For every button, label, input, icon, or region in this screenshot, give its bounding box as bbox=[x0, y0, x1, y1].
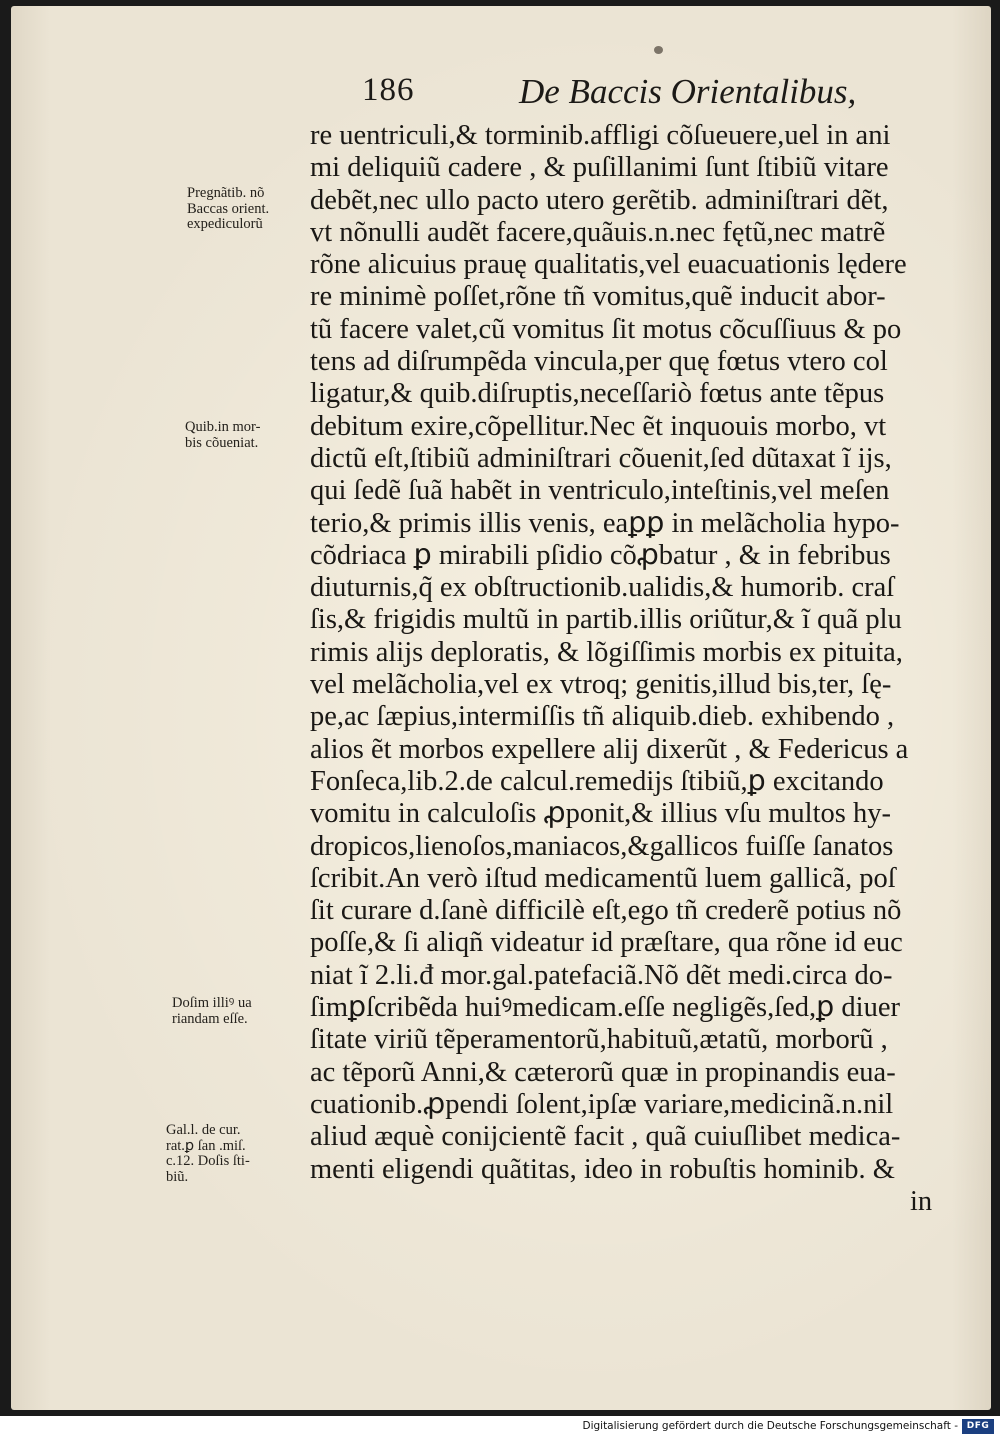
text-line: vomitu in calculoſis ꝓponit,& illius vſu multos hy- bbox=[310, 798, 891, 830]
margin-note-galen bbox=[166, 1123, 250, 1185]
margin-note-line: Quib.in mor- bbox=[185, 419, 261, 435]
text-line: re uentriculi,& torminib.affligi cõſueuere,uel in ani bbox=[310, 120, 891, 151]
margin-note-diseases bbox=[185, 420, 260, 451]
text-line: ſimꝑſcribẽda huiꝰmedicam.eſſe negligẽs,ſed,ꝑ diuer bbox=[310, 992, 900, 1024]
text-line: mi deliquiũ cadere , & puſillanimi ſunt ſtibiũ vitare bbox=[310, 152, 889, 184]
text-line: rimis alijs deploratis, & lõgiſſimis morbis ex pituita, bbox=[310, 636, 903, 668]
page-number: 186 bbox=[362, 72, 415, 108]
text-line: vt nõnulli audẽt facere,quãuis.n.nec fętũ,nec matrẽ bbox=[310, 216, 886, 248]
text-line: terio,& primis illis venis, eaꝑꝑ in melãcholia hypo- bbox=[310, 507, 900, 539]
text-line: diuturnis,q̃ ex obſtructionib.ualidis,& humorib. craſ bbox=[310, 572, 895, 604]
body-text bbox=[310, 120, 990, 1218]
text-line: in bbox=[910, 1185, 933, 1217]
margin-note-dose bbox=[172, 996, 252, 1027]
margin-note-line: Pregnãtib. nõ bbox=[187, 185, 265, 201]
text-line: Fonſeca,lib.2.de calcul.remedijs ſtibiũ,ꝑ excitando bbox=[310, 765, 884, 797]
text-line: ſit curare d.ſanè difficilè eſt,ego tñ crederẽ potius nõ bbox=[310, 895, 902, 927]
margin-note-line: biũ. bbox=[166, 1168, 189, 1185]
text-line: ſis,& frigidis multũ in partib.illis oriũtur,& ĩ quã plu bbox=[310, 604, 902, 636]
text-line: cuationib.ꝓpendi ſolent,ipſæ variare,medicinã.n.nil bbox=[310, 1088, 894, 1120]
text-line: aliud æquè conijcientẽ facit , quã cuiuſlibet medica- bbox=[310, 1121, 901, 1153]
text-line: ac tẽporũ Anni,& cæterorũ quæ in propinandis eua- bbox=[310, 1056, 896, 1088]
text-line: ſcribit.An verò iſtud medicamentũ luem gallicã, poſ bbox=[310, 862, 896, 894]
digitization-footer bbox=[0, 1416, 1000, 1439]
margin-note-line: Doſim illiꝰ ua bbox=[172, 995, 252, 1011]
text-line: tens ad diſrumpẽda vincula,per quę fœtus vtero col bbox=[310, 346, 888, 378]
running-title: De Baccis Orientalibus, bbox=[519, 72, 857, 111]
page-header bbox=[362, 72, 857, 122]
text-line: dictũ eſt,ſtibiũ adminiſtrari cõuenit,ſed dũtaxat ĩ ijs, bbox=[310, 442, 892, 474]
text-line: pe,ac ſæpius,intermiſſis tñ aliquib.dieb. exhibendo , bbox=[310, 701, 895, 733]
margin-note-line: c.12. Doſis ſti- bbox=[166, 1153, 250, 1169]
margin-note-line: expediculorũ bbox=[187, 216, 263, 232]
text-line: poſſe,& ſi aliqñ videatur id præſtare, qua rõne id euc bbox=[310, 927, 903, 959]
text-line: niat ĩ 2.li.đ mor.gal.patefaciã.Nõ dẽt medi.circa do- bbox=[310, 959, 893, 991]
text-line: menti eligendi quãtitas, ideo in robuſtis hominib. & bbox=[310, 1153, 895, 1185]
text-line: debitum exire,cõpellitur.Nec ẽt inquouis morbo, vt bbox=[310, 410, 887, 442]
margin-note-line: rat.ꝑ ſan .miſ. bbox=[166, 1137, 246, 1154]
ink-spot bbox=[654, 46, 663, 54]
margin-note-line: Baccas orient. bbox=[187, 200, 270, 217]
text-line: ſitate viriũ tẽperamentorũ,habituũ,ætatũ, morborũ , bbox=[310, 1024, 888, 1056]
text-line: re minimè poſſet,rõne tñ vomitus,quẽ inducit abor- bbox=[310, 281, 886, 313]
margin-note-line: riandam eſſe. bbox=[172, 1010, 248, 1027]
text-line: ligatur,& quib.diſruptis,neceſſariò fœtus ante tẽpus bbox=[310, 378, 885, 410]
text-line: dropicos,lienoſos,maniacos,&gallicos fuiſſe ſanatos bbox=[310, 830, 894, 862]
dfg-logo-icon: DFG bbox=[962, 1419, 994, 1434]
text-line: qui ſedẽ ſuã habẽt in ventriculo,inteſtinis,vel meſen bbox=[310, 475, 890, 507]
margin-note-line: Gal.l. de cur. bbox=[166, 1122, 241, 1138]
funding-credit: Digitalisierung gefördert durch die Deutsche Forschungsgemeinschaft - bbox=[582, 1420, 958, 1432]
text-line: vel melãcholia,vel ex vtroq; genitis,illud bis,ter, ſę- bbox=[310, 669, 892, 701]
text-line: rõne alicuius prauę qualitatis,vel euacuationis lędere bbox=[310, 249, 907, 281]
margin-note-pregnant bbox=[187, 186, 269, 233]
text-line: debẽt,nec ullo pacto utero gerẽtib. adminiſtrari dẽt, bbox=[310, 184, 889, 216]
margin-note-line: bis cõueniat. bbox=[185, 434, 259, 451]
text-line: tũ facere valet,cũ vomitus ſit motus cõcuſſiuus & po bbox=[310, 313, 902, 345]
text-line: cõdriaca ꝑ mirabili pſidio cõꝓbatur , & in febribus bbox=[310, 539, 891, 571]
text-line: alios ẽt morbos expellere alij dixerũt , & Federicus a bbox=[310, 733, 909, 765]
